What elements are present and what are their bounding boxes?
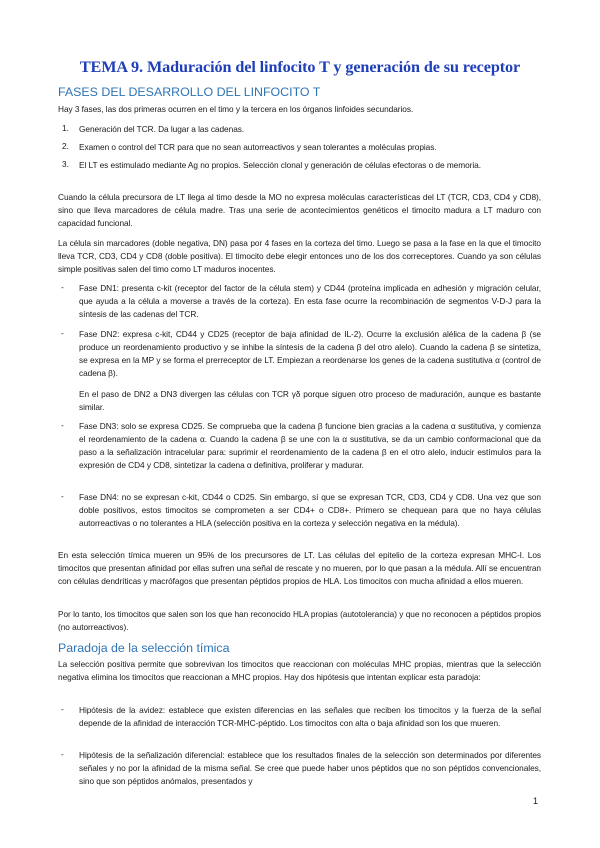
section-heading-fases: FASES DEL DESARROLLO DEL LINFOCITO T (58, 85, 321, 99)
intro-paragraph: Hay 3 fases, las dos primeras ocurren en el timo y la tercera en los órganos linfoides secundarios. (58, 104, 414, 114)
paragraph-seleccion-timica: En esta selección tímica mueren un 95% de los precursores de LT. Las células del epitelio de la corteza expresan MHC-I. Los timocitos que presentan afinidad por ellas sufren una señal de rescate y no mueren, por lo que pasan a la médula. Allí se encuentran con células dendríticas y macrófagos que presentan péptidos propios de HLA. Los timocitos con mucha afinidad a ellos mueren. (58, 550, 541, 587)
hypothesis-avidez: Hipótesis de la avidez: establece que existen diferencias en las señales que reciben los timocitos y la fuerza de la señal depende de la afinidad de interacción TCR-MHC-péptido. Los timocitos con alta o baja afinidad son los que mueren. (79, 705, 541, 729)
paragraph-precursor: Cuando la célula precursora de LT llega al timo desde la MO no expresa moléculas características del LT (TCR, CD3, CD4 y CD8), sino que lleva marcadores de célula madre. Tras una serie de acontecimientos genéticos el timocito madura a LT maduro con capacidad funcional. (58, 192, 541, 229)
paragraph-paradoja: La selección positiva permite que sobrevivan los timocitos que reaccionan con moléculas MHC propias, mientras que la selección negativa elimina los timocitos que reaccionan a MHC propios. Hay dos hipótesis que intentan explicar esta paradoja: (58, 659, 541, 683)
dn2-dn3-note: En el paso de DN2 a DN3 divergen las células con TCR γδ porque siguen otro proceso de maduración, aunque es bastante similar. (79, 389, 541, 413)
dn1-item: Fase DN1: presenta c-kit (receptor del factor de la célula stem) y CD44 (proteína implicada en adhesión y migración celular, que ayuda a la célula a moverse a través de la corteza). En esta fase ocurre la recombinación de segmentos V-D-J para la síntesis de las cadenas del TCR. (79, 283, 541, 320)
bullet-dash: - (61, 491, 64, 501)
bullet-dash: - (61, 749, 64, 759)
dn4-item: Fase DN4: no se expresan c-kit, CD44 o CD25. Sin embargo, sí que se expresan TCR, CD3, CD4 y CD8. Una vez que son doble positivos, estos timocitos se comprometen a ser CD4+ o CD8+. Primero se chequean para que no haya células autorreactivas o no tolerantes a HLA (selección positiva en la corteza y selección negativa en la médula). (79, 492, 541, 529)
phase-item: El LT es estimulado mediante Ag no propios. Selección clonal y generación de células efectoras o de memoria. (79, 160, 481, 170)
phase-number: 3. (62, 159, 69, 169)
page-title: TEMA 9. Maduración del linfocito T y generación de su receptor (79, 58, 521, 76)
bullet-dash: - (61, 282, 64, 292)
paragraph-conclusion: Por lo tanto, los timocitos que salen son los que han reconocido HLA propias (autotolerancia) y que no reconocen a péptidos propios (no autorreactivos). (58, 609, 541, 633)
phase-number: 2. (62, 141, 69, 151)
paragraph-doble-negativa: La célula sin marcadores (doble negativa, DN) pasa por 4 fases en la corteza del timo. Luego se pasa a la fase en la que el timocito lleva TCR, CD3, CD4 y CD8 (doble positiva). El timocito debe elegir entonces uno de los dos correceptores. Cuando ya son células simple positivas salen del timo como LT maduros inocentes. (58, 238, 541, 275)
section-heading-paradoja: Paradoja de la selección tímica (58, 641, 230, 655)
dn2-item: Fase DN2: expresa c-kit, CD44 y CD25 (receptor de baja afinidad de IL-2). Ocurre la exclusión alélica de la cadena β (se produce un reordenamiento productivo y se inhibe la síntesis de la cadena β del otro alelo). Cuando la cadena β se sintetiza, se expresa en la MP y se forma el prerreceptor de LT. Empiezan a reordenarse los genes de la cadena sustitutiva α (control de cadena β). (79, 329, 541, 379)
bullet-dash: - (61, 704, 64, 714)
dn3-item: Fase DN3: solo se expresa CD25. Se comprueba que la cadena β funcione bien gracias a la cadena α sustitutiva, y comienza el reordenamiento de la cadena α. Cuando la cadena β se une con la α sustitutiva, se da un cambio conformacional que da paso a la señalización intracelular para: suprimir el reordenamiento de la cadena β en el otro alelo, inducir estímulos para la expresión de CD4 y CD8, sintetizar la cadena α definitiva, proliferar y madurar. (79, 421, 541, 471)
bullet-dash: - (61, 328, 64, 338)
phase-item: Generación del TCR. Da lugar a las cadenas. (79, 124, 245, 134)
page-number: 1 (533, 796, 539, 806)
phase-number: 1. (62, 123, 69, 133)
phase-item: Examen o control del TCR para que no sean autorreactivos y sean tolerantes a moléculas propias. (79, 142, 437, 152)
hypothesis-senalizacion: Hipótesis de la señalización diferencial: establece que los resultados finales de la selección son determinados por diferentes señales y no por la afinidad de la misma señal. Se cree que puede haber unos péptidos que no son péptidos convencionales, sino que son péptidos anómalos, presentados y (79, 750, 541, 787)
bullet-dash: - (61, 420, 64, 430)
